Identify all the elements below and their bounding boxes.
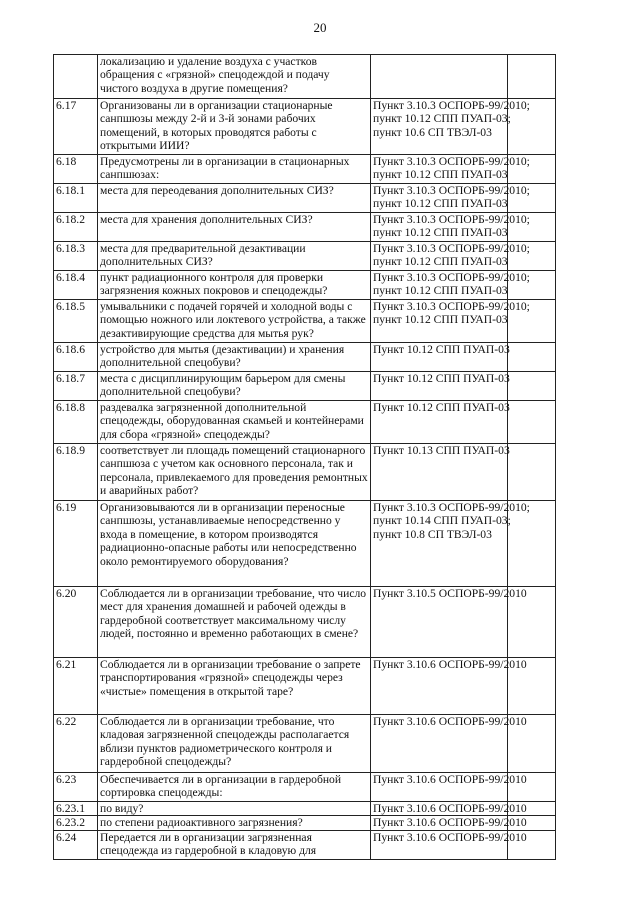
answer-cell — [508, 444, 556, 501]
item-number: 6.18 — [54, 155, 98, 184]
item-references — [371, 343, 508, 372]
reference-line: пункт 10.12 СПП ПУАП-03; — [373, 112, 511, 126]
item-references — [371, 830, 527, 859]
item-question: локализацию и удаление воздуха с участков обращения с «грязной» спецодеждой и подачу чистого воздуха в другие помещения? — [98, 55, 371, 99]
item-number — [54, 55, 98, 99]
reference-line: Пункт 3.10.3 ОСПОРБ-99/2010; — [373, 300, 530, 313]
item-references — [371, 242, 530, 271]
answer-cell — [508, 343, 556, 372]
item-references — [371, 501, 530, 587]
table-row — [54, 55, 556, 99]
item-question: Предусмотрены ли в организации в стационарных санпшюзах: — [98, 155, 371, 184]
reference-line: пункт 10.12 СПП ПУАП-03 — [373, 313, 508, 327]
item-number: 6.18.1 — [54, 184, 98, 213]
reference-line: Пункт 3.10.3 ОСПОРБ-99/2010; — [373, 213, 530, 226]
table-row — [54, 213, 556, 242]
item-question: Организовываются ли в организации переносные санпшюзы, устанавливаемые непосредственно у входа в помещение, в котором производятся радиационно-опасные работы или непосредственно около ремонтируемого оборудования? — [98, 501, 371, 587]
item-number: 6.18.2 — [54, 213, 98, 242]
item-number: 6.17 — [54, 99, 98, 155]
table-row — [54, 184, 556, 213]
reference-line: пункт 10.12 СПП ПУАП-03 — [373, 255, 508, 269]
table-row — [54, 816, 556, 830]
item-question: устройство для мытья (дезактивации) и хранения дополнительной спецобуви? — [98, 343, 371, 372]
table-row — [54, 501, 556, 587]
item-question: соответствует ли площадь помещений стационарного санпшюза с учетом как основного персонала, так и персонала, привлекаемого для проведения ремонтных и аварийных работ? — [98, 444, 371, 501]
reference-line: Пункт 3.10.5 ОСПОРБ-99/2010 — [373, 587, 527, 600]
table-row — [54, 715, 556, 773]
item-references — [371, 184, 530, 213]
table-row — [54, 242, 556, 271]
reference-line: пункт 10.6 СП ТВЭЛ-03 — [373, 125, 492, 139]
item-question: Соблюдается ли в организации требование о запрете транспортирования «грязной» спецодежды через «чистые» помещения в открытой таре? — [98, 658, 371, 715]
answer-cell — [508, 372, 556, 401]
item-number: 6.24 — [54, 830, 98, 859]
item-references — [371, 587, 527, 658]
item-number: 6.19 — [54, 501, 98, 587]
item-number: 6.23.2 — [54, 816, 98, 830]
item-question: Передается ли в организации загрязненная спецодежда из гардеробной в кладовую для — [98, 830, 371, 859]
item-references — [371, 802, 527, 816]
item-number: 6.22 — [54, 715, 98, 773]
reference-line: Пункт 3.10.3 ОСПОРБ-99/2010; — [373, 501, 530, 514]
item-references — [371, 658, 527, 715]
reference-line: Пункт 3.10.6 ОСПОРБ-99/2010 — [373, 773, 527, 786]
item-references — [371, 55, 508, 99]
item-references — [371, 155, 530, 184]
checklist-table — [53, 54, 556, 860]
item-question: Организованы ли в организации стационарные санпшюзы между 2-й и 3-й зонами рабочих помещений, в которых проводятся работы с открытыми ИИИ? — [98, 99, 371, 155]
reference-line: Пункт 3.10.3 ОСПОРБ-99/2010; — [373, 99, 530, 112]
reference-line: Пункт 10.13 СПП ПУАП-03 — [373, 444, 510, 457]
item-references — [371, 213, 530, 242]
table-row — [54, 401, 556, 444]
reference-line: пункт 10.8 СП ТВЭЛ-03 — [373, 527, 492, 541]
item-question: места для переодевания дополнительных СИЗ? — [98, 184, 371, 213]
item-number: 6.18.4 — [54, 271, 98, 300]
item-references — [371, 271, 530, 300]
reference-line: Пункт 3.10.6 ОСПОРБ-99/2010 — [373, 816, 527, 830]
item-number: 6.18.8 — [54, 401, 98, 444]
item-references — [371, 99, 530, 155]
item-question: по виду? — [98, 802, 371, 816]
table-row — [54, 773, 556, 802]
table-row — [54, 658, 556, 715]
table-row — [54, 587, 556, 658]
table-row — [54, 830, 556, 859]
item-references — [371, 773, 527, 802]
reference-line: пункт 10.12 СПП ПУАП-03 — [373, 168, 508, 182]
reference-line: Пункт 3.10.3 ОСПОРБ-99/2010; — [373, 242, 530, 255]
item-number: 6.18.5 — [54, 300, 98, 343]
reference-line: пункт 10.12 СПП ПУАП-03 — [373, 284, 508, 298]
table-row — [54, 99, 556, 155]
item-question: по степени радиоактивного загрязнения? — [98, 816, 371, 830]
item-references — [371, 401, 508, 444]
item-number: 6.18.7 — [54, 372, 98, 401]
table-row — [54, 802, 556, 816]
item-question: места с дисциплинирующим барьером для смены дополнительной спецобуви? — [98, 372, 371, 401]
reference-line: Пункт 3.10.3 ОСПОРБ-99/2010; — [373, 271, 530, 284]
item-question: места для хранения дополнительных СИЗ? — [98, 213, 371, 242]
item-question: места для предварительной дезактивации дополнительных СИЗ? — [98, 242, 371, 271]
answer-cell — [508, 55, 556, 99]
item-question: умывальники с подачей горячей и холодной воды с помощью ножного или локтевого устройства, а также дезактивирующие средства для мытья рук? — [98, 300, 371, 343]
item-question: пункт радиационного контроля для проверки загрязнения кожных покровов и спецодежды? — [98, 271, 371, 300]
reference-line: Пункт 10.12 СПП ПУАП-03 — [373, 401, 510, 414]
item-number: 6.18.6 — [54, 343, 98, 372]
item-number: 6.18.9 — [54, 444, 98, 501]
table-row — [54, 155, 556, 184]
reference-line: Пункт 10.12 СПП ПУАП-03 — [373, 372, 510, 385]
item-question: Соблюдается ли в организации требование, что кладовая загрязненной спецодежды располагается вблизи пунктов радиометрического контроля и гардеробной спецодежды? — [98, 715, 371, 773]
item-number: 6.21 — [54, 658, 98, 715]
reference-line: пункт 10.12 СПП ПУАП-03 — [373, 197, 508, 211]
checklist-rows — [54, 55, 556, 860]
reference-line: пункт 10.12 СПП ПУАП-03 — [373, 226, 508, 240]
item-references — [371, 715, 527, 773]
reference-line: Пункт 3.10.6 ОСПОРБ-99/2010 — [373, 830, 527, 844]
item-number: 6.18.3 — [54, 242, 98, 271]
table-row — [54, 271, 556, 300]
item-question: Обеспечивается ли в организации в гардеробной сортировка спецодежды: — [98, 773, 371, 802]
item-question: раздевалка загрязненной дополнительной спецодежды, оборудованная скамьей и контейнерами для сбора «грязной» спецодежды? — [98, 401, 371, 444]
table-row — [54, 300, 556, 343]
answer-cell — [508, 401, 556, 444]
item-references — [371, 372, 508, 401]
item-number: 6.23.1 — [54, 802, 98, 816]
reference-line: Пункт 3.10.3 ОСПОРБ-99/2010; — [373, 155, 530, 168]
item-number: 6.23 — [54, 773, 98, 802]
table-row — [54, 343, 556, 372]
table-row — [54, 444, 556, 501]
page-number: 20 — [313, 20, 327, 35]
reference-line: Пункт 3.10.6 ОСПОРБ-99/2010 — [373, 658, 527, 671]
reference-line: Пункт 3.10.3 ОСПОРБ-99/2010; — [373, 184, 530, 197]
item-number: 6.20 — [54, 587, 98, 658]
reference-line: Пункт 3.10.6 ОСПОРБ-99/2010 — [373, 715, 527, 728]
item-references — [371, 444, 508, 501]
table-row — [54, 372, 556, 401]
item-references — [371, 300, 530, 343]
item-references — [371, 816, 527, 830]
item-question: Соблюдается ли в организации требование, что число мест для хранения домашней и рабочей одежды в гардеробной соответствует максимальному числу людей, постоянно и временно работающих в смене? — [98, 587, 371, 658]
reference-line: Пункт 10.12 СПП ПУАП-03 — [373, 343, 510, 356]
reference-line: Пункт 3.10.6 ОСПОРБ-99/2010 — [373, 802, 527, 815]
reference-line: пункт 10.14 СПП ПУАП-03; — [373, 514, 511, 528]
